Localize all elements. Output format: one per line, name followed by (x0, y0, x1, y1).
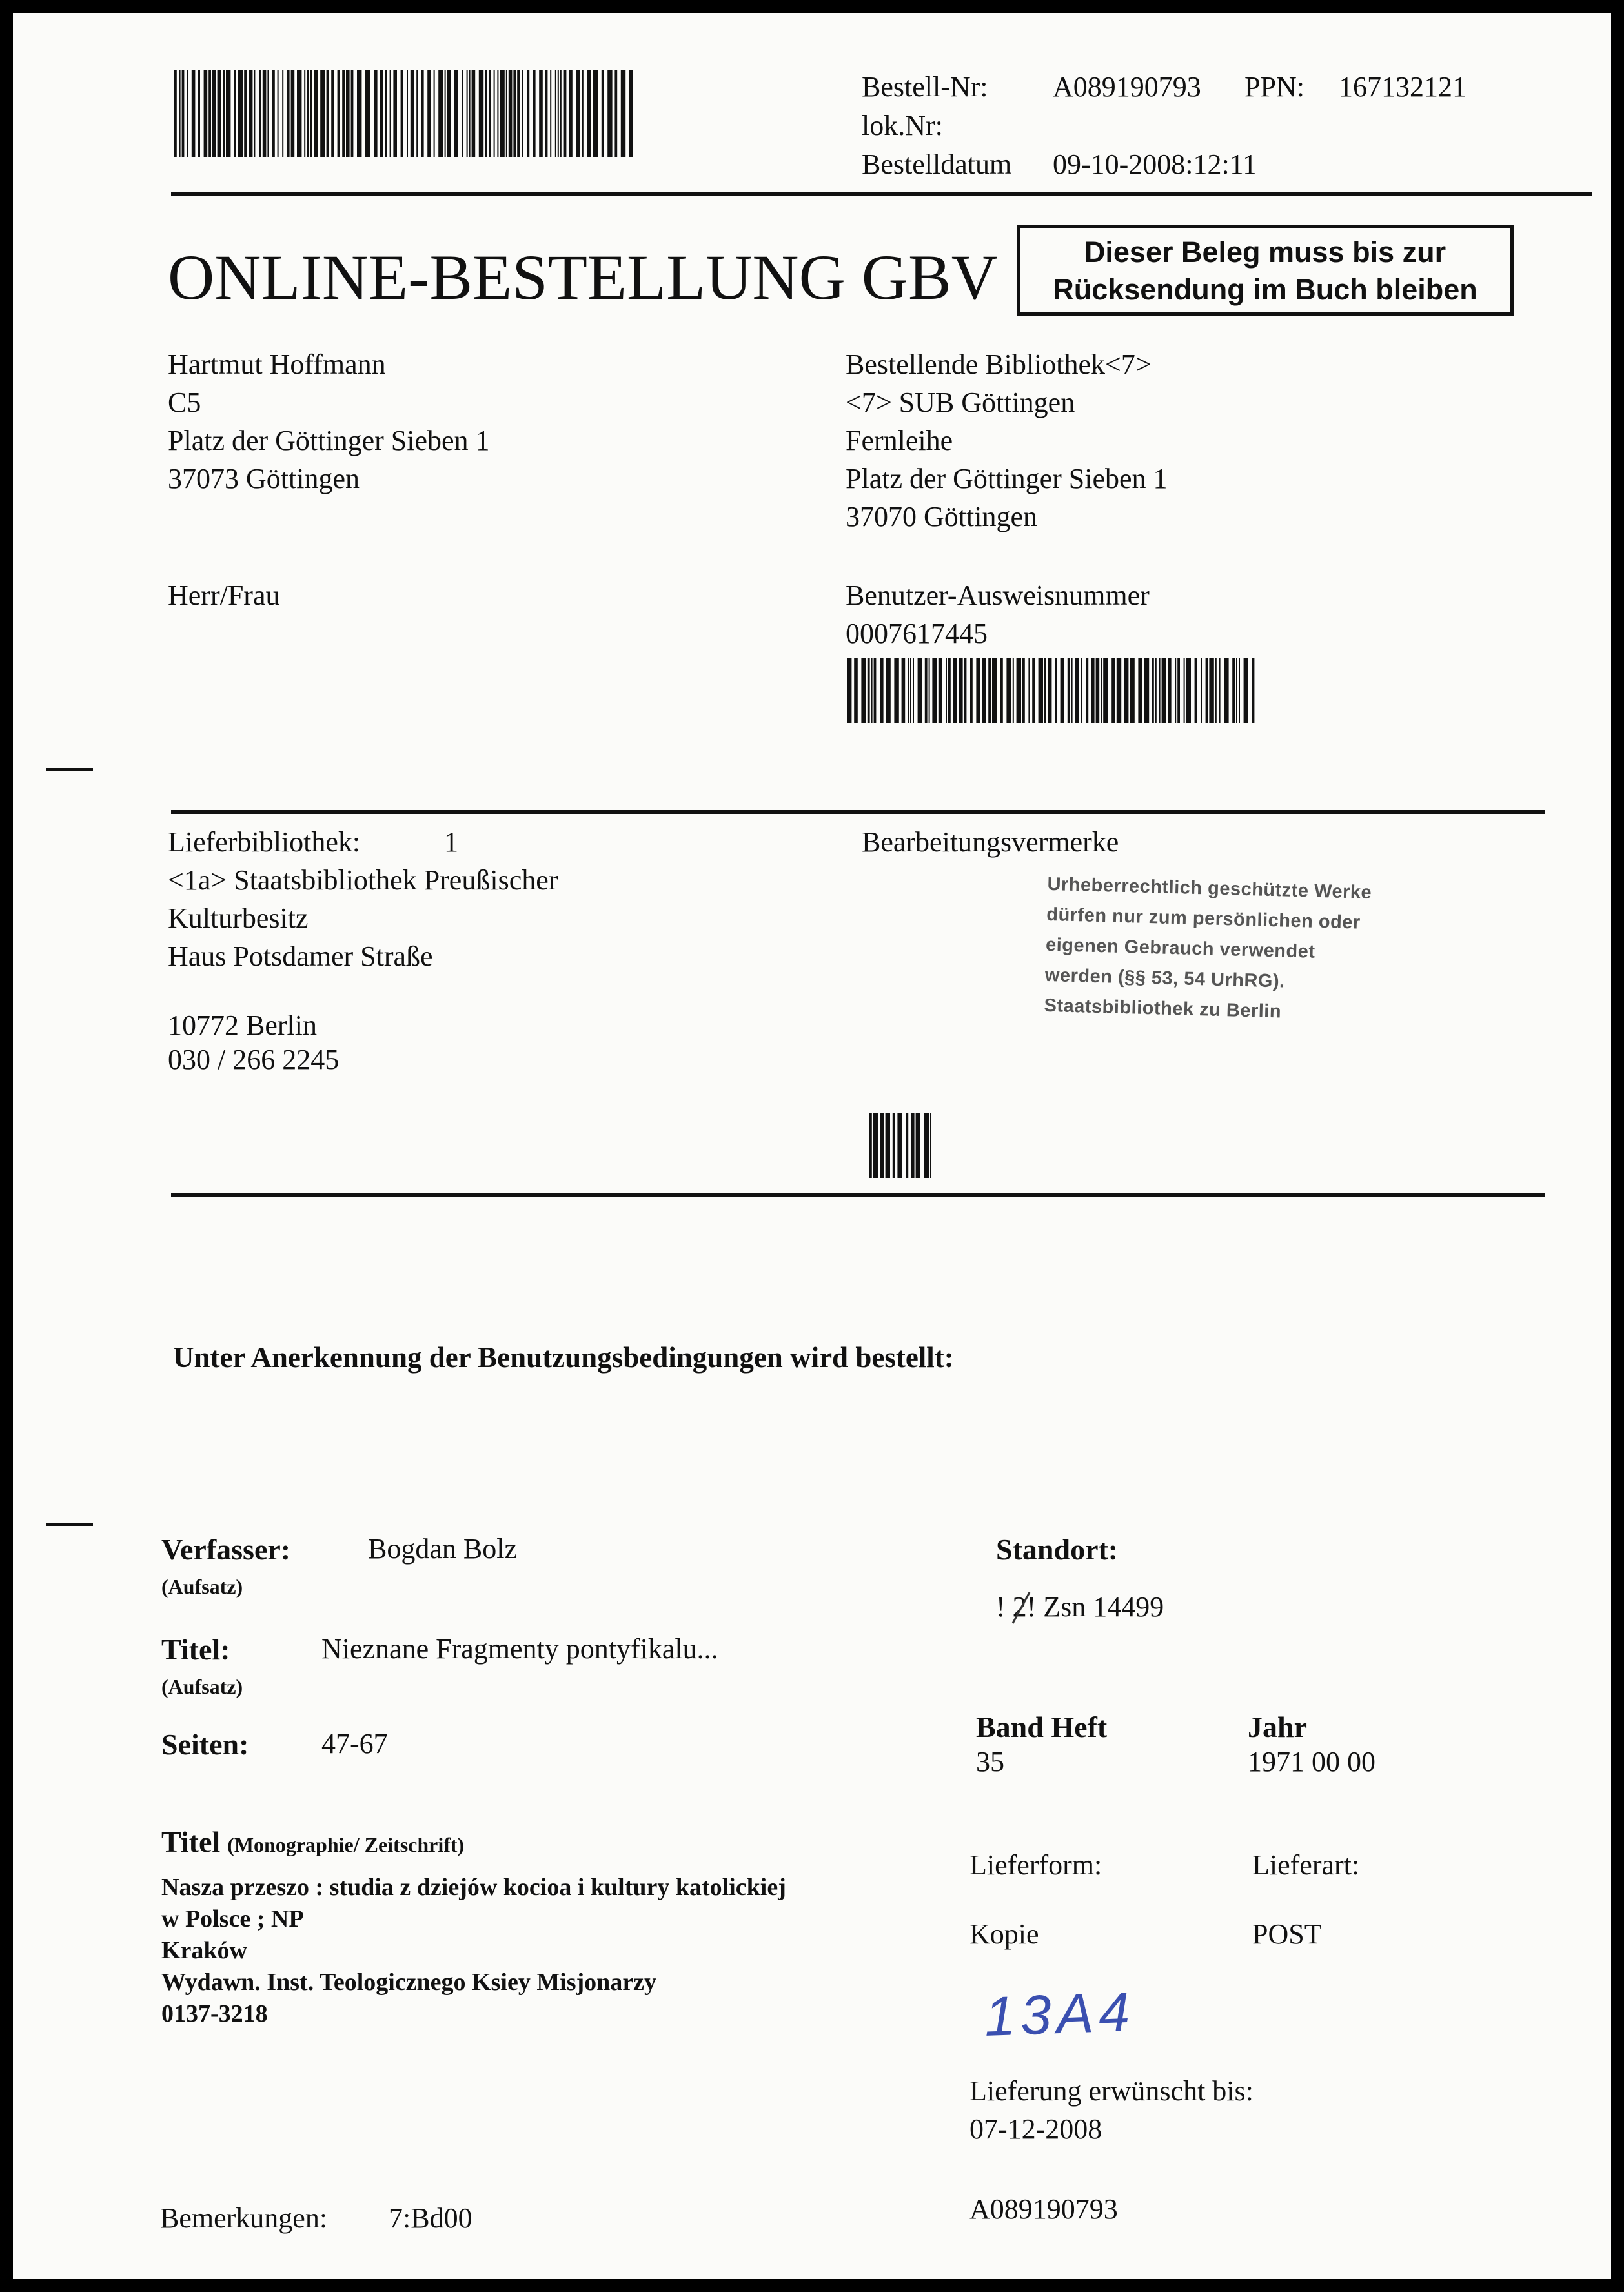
barcode-bar (479, 70, 483, 157)
barcode-bar (494, 70, 495, 157)
supplier-phone: 030 / 266 2245 (168, 1044, 340, 1075)
barcode-bar (1091, 658, 1095, 723)
barcode-bar (522, 70, 523, 157)
barcode-bar (1130, 658, 1134, 723)
barcode-bar (427, 70, 431, 157)
barcode-bar (880, 658, 884, 723)
ordering-library-street: Platz der Göttinger Sieben 1 (846, 463, 1168, 494)
stamp-line: dürfen nur zum persönlichen oder (1046, 904, 1361, 933)
barcode-bar (569, 70, 573, 157)
barcode-bar (539, 70, 543, 157)
ppn-label: PPN: (1244, 71, 1304, 103)
barcode-bar (517, 70, 520, 157)
barcode-bar (1175, 658, 1176, 723)
barcode-bar (1186, 658, 1191, 723)
barcode-bar (234, 70, 236, 157)
barcode-bar (902, 658, 906, 723)
order-date: 09-10-2008:12:11 (1053, 148, 1257, 180)
barcode-bar (226, 70, 230, 157)
notice-line-2: Rücksendung im Buch bleiben (1053, 273, 1477, 306)
barcode-bar (445, 70, 446, 157)
barcode-bar (244, 70, 247, 157)
fold-mark (46, 1523, 93, 1526)
barcode-bar (198, 70, 200, 157)
salutation: Herr/Frau (168, 580, 280, 611)
barcode-bar (939, 658, 942, 723)
stamp-line: Urheberrechtlich geschützte Werke (1047, 873, 1372, 904)
barcode-bar (1239, 658, 1240, 723)
shelf-mark-prefix: ! (996, 1591, 1013, 1623)
barcode-bar (346, 70, 350, 157)
barcode-bar (527, 70, 529, 157)
barcode-bar (1006, 658, 1011, 723)
barcode-bar (854, 658, 858, 723)
barcode-bar (1236, 658, 1237, 723)
barcode-bar (393, 70, 397, 157)
year-value: 1971 00 00 (1248, 1746, 1375, 1778)
barcode-bar (1201, 658, 1202, 723)
monograph-line: Kraków (161, 1937, 247, 1964)
barcode-bar (982, 658, 986, 723)
monograph-label: Titel (161, 1825, 221, 1858)
barcode-bar (932, 658, 937, 723)
barcode-bar (614, 70, 617, 157)
supplier-city: 10772 Berlin (168, 1009, 317, 1041)
barcode-bar (472, 70, 476, 157)
barcode-bar (893, 1113, 895, 1178)
barcode-bar (192, 70, 196, 157)
barcode-bar (385, 70, 387, 157)
barcode-bar (593, 70, 598, 157)
barcode-bar (278, 70, 279, 157)
barcode-bar (970, 658, 973, 723)
barcode-bar (351, 70, 354, 157)
notice-box (1017, 225, 1514, 316)
barcode-bar (1195, 658, 1197, 723)
barcode-bar (331, 70, 334, 157)
pages-label: Seiten: (161, 1728, 249, 1761)
barcode-bar (497, 70, 498, 157)
delivery-type-label: Lieferart: (1252, 1849, 1360, 1881)
barcode-bar (1068, 658, 1070, 723)
barcode-bar (310, 70, 312, 157)
barcode-bar (871, 658, 873, 723)
barcode-bar (929, 658, 930, 723)
barcode-bar (1215, 658, 1217, 723)
barcode-bar (894, 658, 898, 723)
monograph-sublabel: (Monographie/ Zeitschrift) (227, 1833, 465, 1856)
order-number: A089190793 (1053, 71, 1201, 103)
barcode-bar (509, 70, 513, 157)
barcode-bar (291, 70, 295, 157)
barcode-bar (607, 70, 612, 157)
barcode-bar (259, 70, 261, 157)
barcode-bar (959, 658, 963, 723)
barcode-bar (204, 70, 208, 157)
copyright-stamp (1044, 869, 1448, 1031)
stamp-line: eigenen Gebrauch verwendet (1045, 934, 1315, 962)
supplier-line-2: Kulturbesitz (168, 902, 309, 934)
monograph-line: 0137-3218 (161, 2000, 268, 2027)
barcode-bar (988, 658, 991, 723)
barcode-bar (582, 70, 584, 157)
barcode-bar (558, 70, 559, 157)
pages: 47-67 (321, 1728, 388, 1760)
barcode-bar (555, 70, 556, 157)
monograph-heading (161, 1825, 464, 1860)
barcode-bar (925, 658, 928, 723)
barcode-bar (513, 70, 516, 157)
remarks-label: Bemerkungen: (160, 2202, 328, 2234)
order-number-label: Bestell-Nr: (862, 71, 988, 103)
barcode-bar (1028, 658, 1030, 723)
shelf-mark-struck: 2 (1013, 1591, 1027, 1624)
barcode-bar (179, 70, 181, 157)
barcode-bar (421, 70, 424, 157)
barcode-bar (249, 70, 253, 157)
delivery-form-label: Lieferform: (969, 1849, 1102, 1881)
barcode-bar (910, 658, 911, 723)
barcode-bar (267, 70, 269, 157)
order-barcode (174, 70, 639, 157)
supplier-label: Lieferbibliothek: (168, 826, 361, 858)
supplier-line-3: Haus Potsdamer Straße (168, 940, 433, 972)
barcode-bar (357, 70, 361, 157)
processing-notes-label: Bearbeitungsvermerke (862, 826, 1119, 858)
page-title: ONLINE-BESTELLUNG GBV (168, 241, 998, 313)
barcode-bar (1162, 658, 1166, 723)
barcode-bar (1071, 658, 1073, 723)
barcode-bar (462, 70, 463, 157)
barcode-bar (1103, 658, 1108, 723)
barcode-bar (1252, 658, 1255, 723)
barcode-bar (533, 70, 536, 157)
barcode-bar (485, 70, 487, 157)
barcode-bar (434, 70, 435, 157)
barcode-bar (272, 70, 275, 157)
barcode-bar (447, 70, 451, 157)
stamp-line: Staatsbibliothek zu Berlin (1044, 995, 1282, 1022)
barcode-bar (868, 658, 870, 723)
barcode-bar (401, 70, 403, 157)
barcode-bar (587, 70, 591, 157)
ordering-library-department: Fernleihe (846, 425, 953, 456)
delivery-type: POST (1252, 1918, 1322, 1950)
barcode-bar (1177, 658, 1180, 723)
barcode-bar (1152, 658, 1154, 723)
barcode-bar (1081, 658, 1082, 723)
barcode-bar (1219, 658, 1221, 723)
location-label: Standort: (996, 1533, 1119, 1566)
title-label: Titel: (161, 1633, 230, 1666)
barcode-bar (964, 658, 967, 723)
barcode-bar (218, 70, 221, 157)
barcode-bar (1206, 658, 1208, 723)
barcode-bar (953, 658, 957, 723)
barcode-bar (374, 70, 378, 157)
barcode-bar (1013, 658, 1014, 723)
author-sublabel: (Aufsatz) (161, 1575, 243, 1598)
barcode-bar (1039, 658, 1043, 723)
barcode-bar (416, 70, 418, 157)
barcode-bar (621, 70, 625, 157)
order-statement: Unter Anerkennung der Benutzungsbedingungen wird bestellt: (173, 1341, 954, 1374)
user-city: 37073 Göttingen (168, 463, 360, 494)
shelf-mark-rest: ! Zsn 14499 (1026, 1591, 1164, 1623)
barcode-bar (1000, 658, 1003, 723)
barcode-bar (407, 70, 408, 157)
barcode-bar (886, 658, 890, 723)
barcode-bar (238, 70, 243, 157)
article-title: Nieznane Fragmenty pontyfikalu... (321, 1633, 718, 1665)
card-barcode (847, 658, 1258, 723)
barcode-bar (1048, 658, 1052, 723)
barcode-bar (454, 70, 458, 157)
barcode-bar (1209, 658, 1213, 723)
barcode-bar (365, 70, 370, 157)
barcode-bar (873, 1113, 878, 1178)
barcode-bar (411, 70, 414, 157)
header-rule (171, 192, 1592, 196)
barcode-bar (489, 70, 491, 157)
barcode-bar (223, 70, 225, 157)
barcode-bar (1096, 658, 1100, 723)
monograph-line: Wydawn. Inst. Teologicznego Ksiey Misjonarzy (161, 1969, 657, 1996)
barcode-bar (467, 70, 468, 157)
barcode-bar (1086, 658, 1088, 723)
due-date-label: Lieferung erwünscht bis: (969, 2075, 1254, 2107)
barcode-bar (1244, 658, 1248, 723)
barcode-bar (1022, 658, 1025, 723)
lower-rule (171, 1193, 1545, 1197)
ppn-number: 167132121 (1339, 71, 1467, 103)
barcode-bar (869, 1113, 872, 1178)
barcode-bar (304, 70, 305, 157)
barcode-bar (861, 658, 866, 723)
barcode-bar (916, 1113, 920, 1178)
fold-mark (46, 768, 93, 771)
handwritten-note: 13A4 (983, 1980, 1136, 2049)
barcode-bar (1101, 658, 1102, 723)
author-name: Bogdan Bolz (368, 1533, 517, 1565)
barcode-bar (913, 658, 914, 723)
barcode-bar (254, 70, 255, 157)
barcode-bar (1138, 658, 1142, 723)
ordering-library-city: 37070 Göttingen (846, 501, 1037, 532)
barcode-bar (307, 70, 309, 157)
barcode-bar (545, 70, 548, 157)
barcode-bar (1155, 658, 1157, 723)
barcode-bar (506, 70, 507, 157)
barcode-bar (208, 70, 211, 157)
order-number-footer: A089190793 (969, 2193, 1118, 2225)
barcode-bar (314, 70, 318, 157)
user-name: Hartmut Hoffmann (168, 349, 386, 380)
barcode-bar (924, 1113, 929, 1178)
barcode-bar (1075, 658, 1079, 723)
shelf-mark (996, 1591, 1164, 1624)
supplier-number: 1 (444, 826, 458, 858)
barcode-bar (602, 70, 604, 157)
barcode-bar (1159, 658, 1161, 723)
barcode-bar (629, 70, 633, 157)
monograph-line: Nasza przeszo : studia z dziejów kocioa i kultury katolickiej (161, 1874, 786, 1901)
user-street: Platz der Göttinger Sieben 1 (168, 425, 490, 456)
band-value: 35 (976, 1746, 1004, 1778)
barcode-bar (1124, 658, 1128, 723)
barcode-bar (212, 70, 216, 157)
barcode-bar (880, 1113, 884, 1178)
barcode-bar (906, 1113, 908, 1178)
barcode-bar (930, 1113, 931, 1178)
small-barcode (869, 1113, 934, 1178)
ordering-library-heading: Bestellende Bibliothek<7> (846, 349, 1152, 380)
barcode-bar (263, 70, 267, 157)
barcode-bar (946, 658, 947, 723)
barcode-bar (282, 70, 283, 157)
barcode-bar (327, 70, 329, 157)
card-number-label: Benutzer-Ausweisnummer (846, 580, 1150, 611)
barcode-bar (1144, 658, 1149, 723)
barcode-bar (187, 70, 188, 157)
barcode-bar (469, 70, 471, 157)
barcode-bar (948, 658, 951, 723)
barcode-bar (390, 70, 391, 157)
barcode-bar (338, 70, 340, 157)
barcode-bar (438, 70, 443, 157)
order-slip (13, 13, 1611, 2279)
barcode-bar (847, 658, 851, 723)
barcode-bar (911, 1113, 915, 1178)
title-sublabel: (Aufsatz) (161, 1675, 243, 1698)
barcode-bar (287, 70, 290, 157)
barcode-bar (1061, 658, 1064, 723)
barcode-bar (1168, 658, 1172, 723)
barcode-bar (174, 70, 177, 157)
barcode-bar (576, 70, 580, 157)
barcode-bar (297, 70, 301, 157)
author-label: Verfasser: (161, 1533, 291, 1566)
order-date-label: Bestelldatum (862, 148, 1012, 180)
barcode-bar (976, 658, 980, 723)
barcode-bar (1232, 658, 1235, 723)
band-label: Band Heft (976, 1710, 1108, 1743)
barcode-bar (1111, 658, 1115, 723)
barcode-bar (874, 658, 877, 723)
barcode-bar (1184, 658, 1185, 723)
year-label: Jahr (1248, 1710, 1307, 1743)
barcode-bar (1044, 658, 1046, 723)
barcode-bar (992, 658, 997, 723)
barcode-bar (1055, 658, 1057, 723)
barcode-bar (886, 1113, 890, 1178)
barcode-bar (1017, 658, 1021, 723)
local-number-label: lok.Nr: (862, 110, 943, 141)
due-date: 07-12-2008 (969, 2113, 1102, 2145)
barcode-bar (1224, 658, 1228, 723)
barcode-bar (550, 70, 551, 157)
barcode-bar (182, 70, 185, 157)
supplier-line-1: <1a> Staatsbibliothek Preußischer (168, 864, 558, 896)
remarks: 7:Bd00 (389, 2202, 472, 2234)
barcode-bar (500, 70, 504, 157)
barcode-bar (918, 658, 922, 723)
barcode-bar (564, 70, 567, 157)
delivery-form: Kopie (969, 1918, 1039, 1950)
barcode-bar (897, 1113, 902, 1178)
notice-line-1: Dieser Beleg muss bis zur (1084, 236, 1446, 269)
ordering-library-name: <7> SUB Göttingen (846, 387, 1075, 418)
monograph-line: w Polsce ; NP (161, 1905, 304, 1932)
barcode-bar (320, 70, 325, 157)
barcode-bar (560, 70, 562, 157)
middle-rule (171, 810, 1545, 814)
barcode-bar (1117, 658, 1121, 723)
barcode-bar (380, 70, 383, 157)
barcode-bar (1032, 658, 1035, 723)
card-number: 0007617445 (846, 618, 988, 649)
strike-mark (1010, 1591, 1032, 1625)
stamp-line: werden (§§ 53, 54 UrhRG). (1044, 964, 1286, 992)
barcode-bar (342, 70, 345, 157)
barcode-bar (908, 658, 909, 723)
user-room: C5 (168, 387, 201, 418)
